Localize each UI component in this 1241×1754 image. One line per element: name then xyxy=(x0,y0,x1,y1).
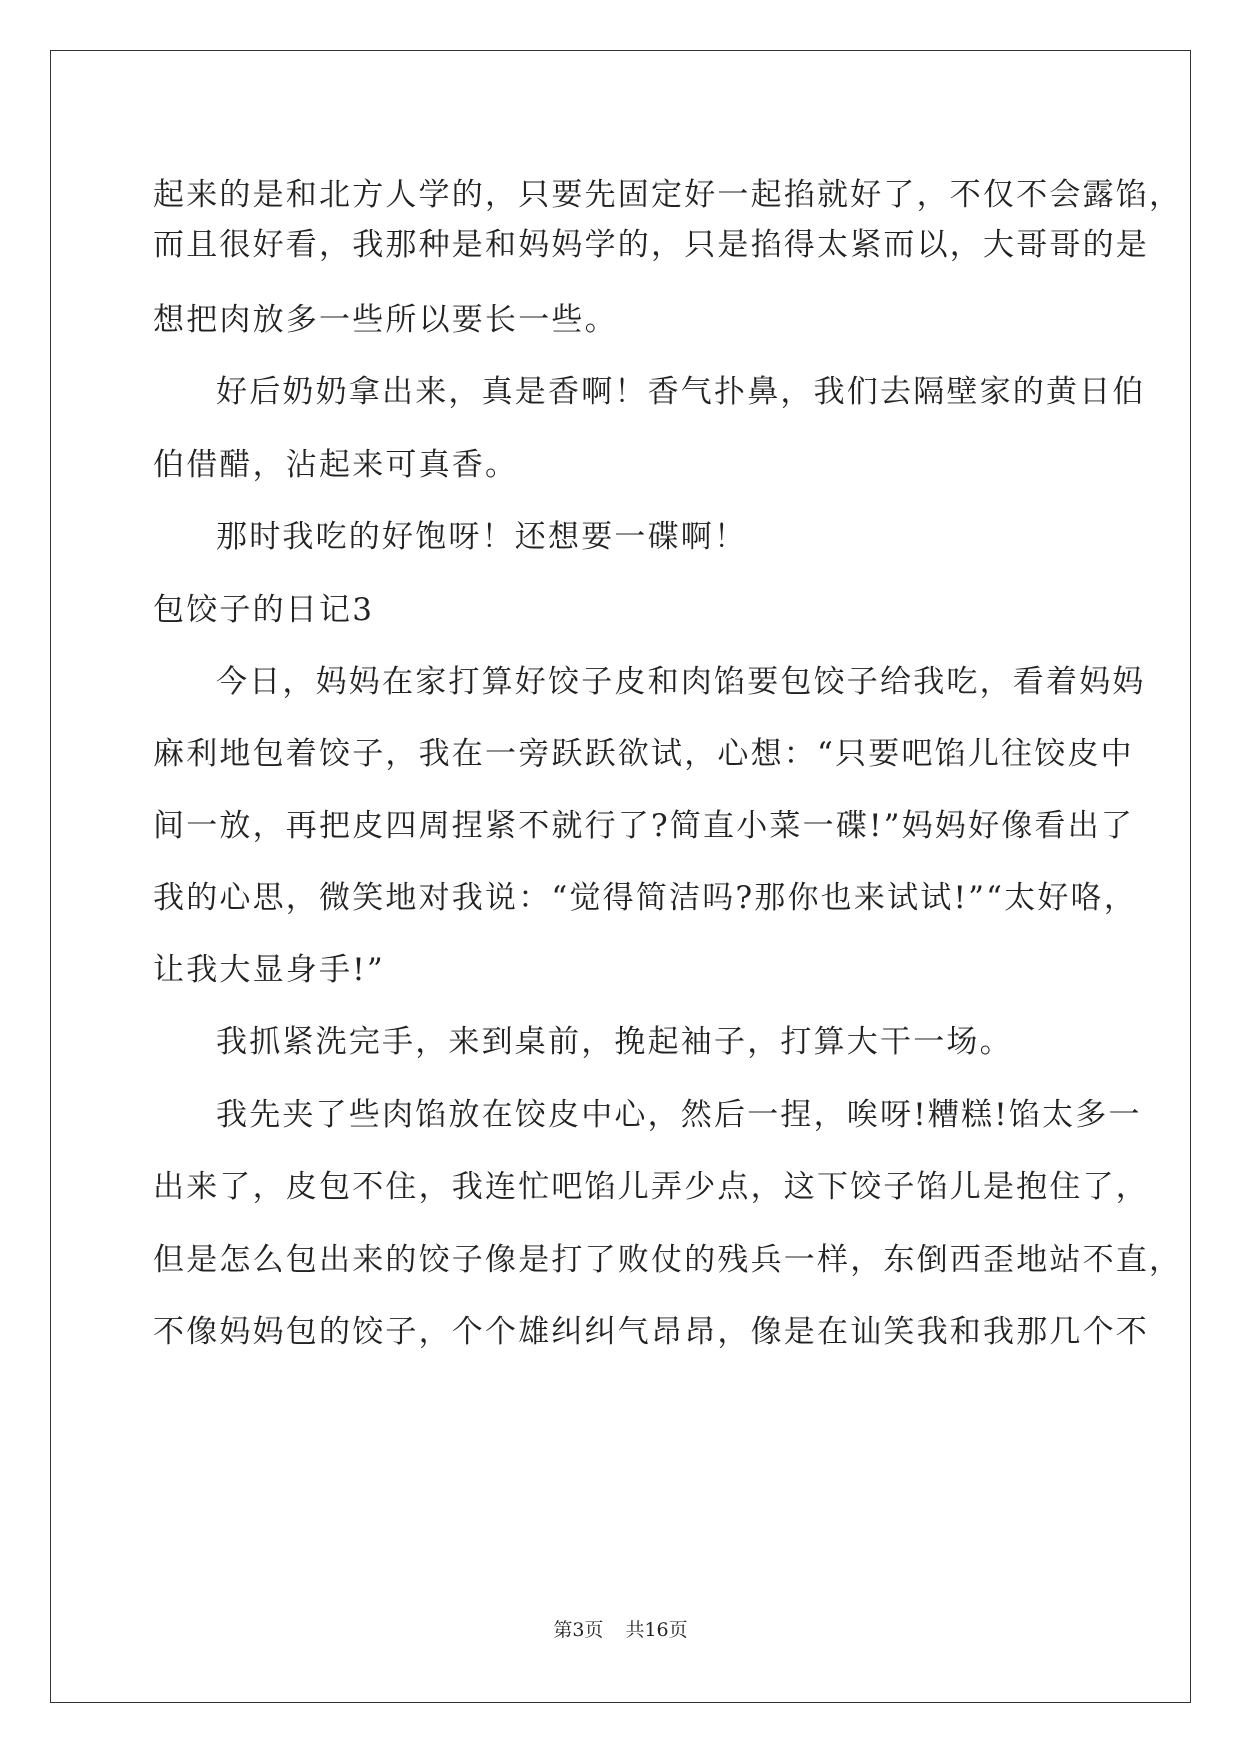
text-line: 但是怎么包出来的饺子像是打了败仗的残兵一样，东倒西歪地站不直， xyxy=(153,1242,1183,1278)
page-footer xyxy=(0,1618,1241,1642)
text-line: 不像妈妈包的饺子，个个雄纠纠气昂昂，像是在讪笑我和我那几个不 xyxy=(153,1314,1149,1350)
page-number: 第3页 xyxy=(553,1619,604,1641)
text-line: 让我大显身手!” xyxy=(153,952,385,988)
paragraph-first-line: 我先夹了些肉馅放在饺皮中心，然后一捏，唉呀!糟糕!馅太多一 xyxy=(216,1097,1142,1133)
paragraph-first-line: 那时我吃的好饱呀！还想要一碟啊！ xyxy=(216,519,748,555)
page-border xyxy=(50,50,1191,1703)
text-line: 想把肉放多一些所以要长一些。 xyxy=(153,302,618,338)
text-line: 出来了，皮包不住，我连忙吧馅儿弄少点，这下饺子馅儿是抱住了， xyxy=(153,1169,1149,1205)
paragraph-first-line: 我抓紧洗完手，来到桌前，挽起袖子，打算大干一场。 xyxy=(216,1024,1013,1060)
paragraph-first-line: 今日，妈妈在家打算好饺子皮和肉馅要包饺子给我吃，看着妈妈 xyxy=(216,664,1146,700)
text-line: 起来的是和北方人学的，只要先固定好一起掐就好了，不仅不会露馅， xyxy=(153,177,1183,213)
text-line: 我的心思，微笑地对我说：“觉得简洁吗?那你也来试试!”“太好咯， xyxy=(153,880,1138,916)
text-line: 而且很好看，我那种是和妈妈学的，只是掐得太紧而以，大哥哥的是 xyxy=(153,227,1149,263)
text-line: 间一放，再把皮四周捏紧不就行了?简直小菜一碟!”妈妈好像看出了 xyxy=(153,808,1135,844)
text-line: 伯借醋，沾起来可真香。 xyxy=(153,447,519,483)
page-total: 共16页 xyxy=(625,1619,688,1641)
section-heading: 包饺子的日记3 xyxy=(153,592,375,628)
text-line: 麻利地包着饺子，我在一旁跃跃欲试，心想：“只要吧馅儿往饺皮中 xyxy=(153,736,1134,772)
paragraph-first-line: 好后奶奶拿出来，真是香啊！香气扑鼻，我们去隔壁家的黄日伯 xyxy=(216,374,1146,410)
